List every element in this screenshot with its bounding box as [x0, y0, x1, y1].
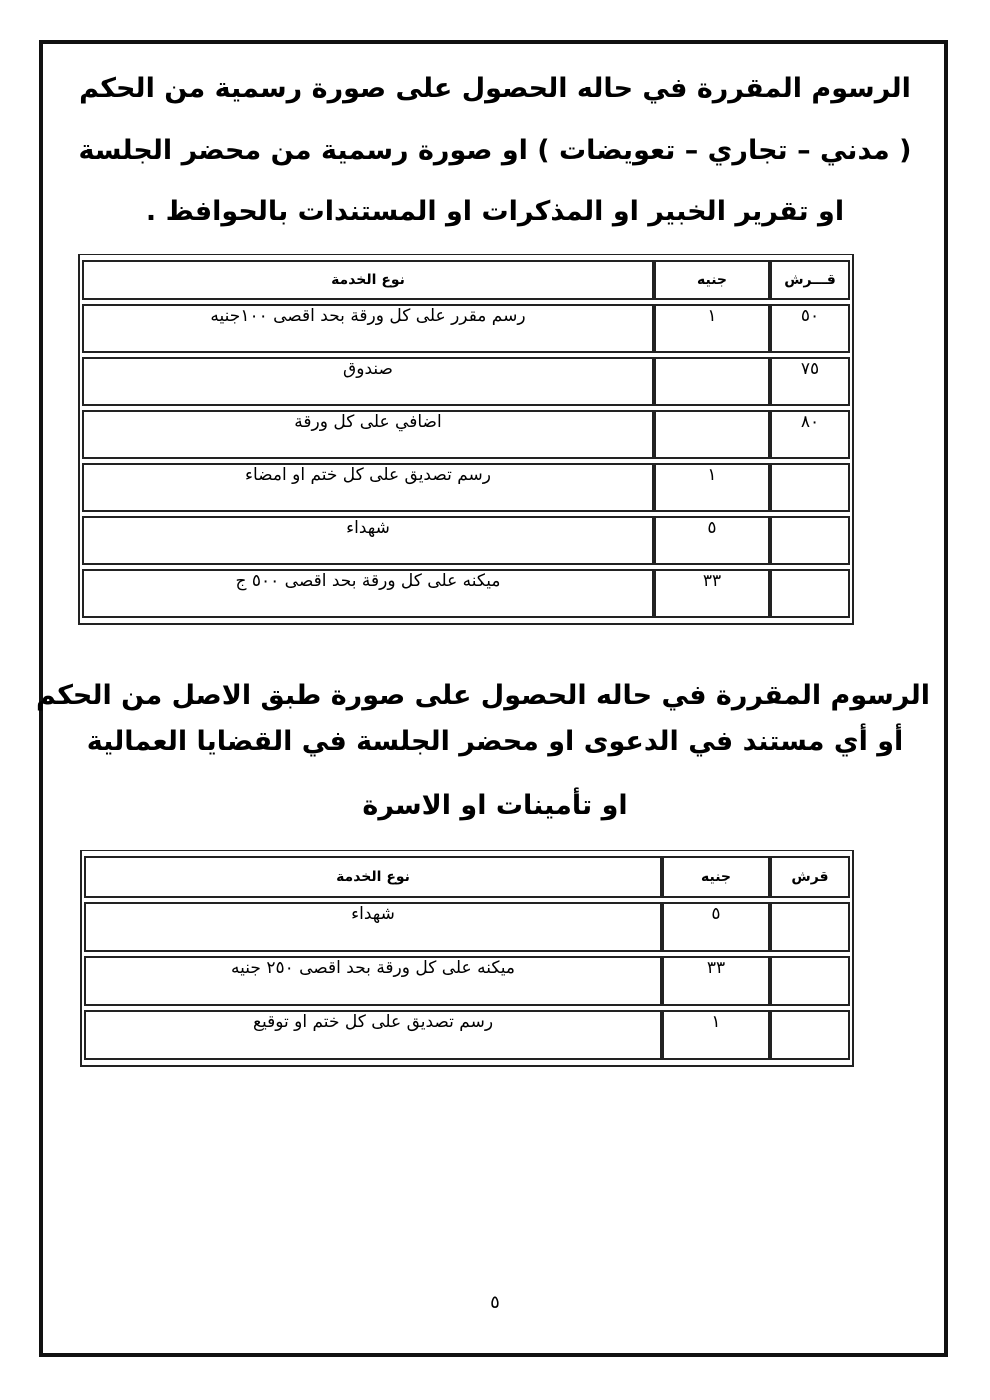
- cell-piasters: [770, 902, 850, 952]
- cell-piasters: [770, 569, 850, 618]
- cell-service: صندوق: [82, 357, 654, 406]
- header-service-type: نوع الخدمة: [82, 260, 654, 300]
- section1-heading-line-2: ( مدني – تجاري – تعويضات ) او صورة رسمية من محضر الجلسة: [78, 135, 912, 166]
- header-pounds: جنيه: [662, 856, 770, 898]
- cell-piasters: [770, 956, 850, 1006]
- table-header-row: [84, 856, 850, 898]
- fees-table-1: [78, 254, 854, 625]
- section2-heading-line-1: الرسوم المقررة في حاله الحصول على صورة طبق الاصل من الحكم: [36, 680, 930, 711]
- table-row: [84, 902, 850, 952]
- cell-service: رسم مقرر على كل ورقة بحد اقصى ١٠٠جنيه: [82, 304, 654, 353]
- cell-service: ميكنه على كل ورقة بحد اقصى ٥٠٠ ج: [82, 569, 654, 618]
- table-row: [84, 956, 850, 1006]
- table-row: [84, 1010, 850, 1060]
- cell-piasters: ٥٠: [770, 304, 850, 353]
- header-piasters: قرش: [770, 856, 850, 898]
- cell-service: رسم تصديق على كل ختم او توقيع: [84, 1010, 662, 1060]
- section1-heading-line-1: الرسوم المقررة في حاله الحصول على صورة رسمية من الحكم: [79, 73, 911, 104]
- section2-heading-line-3: او تأمينات او الاسرة: [362, 790, 628, 821]
- table-row: [82, 357, 850, 406]
- table-header-row: [82, 260, 850, 300]
- page-number: ٥: [490, 1292, 500, 1313]
- cell-pounds: [654, 357, 770, 406]
- cell-pounds: ٣٣: [654, 569, 770, 618]
- table-row: [82, 516, 850, 565]
- cell-piasters: [770, 1010, 850, 1060]
- cell-pounds: ١: [654, 463, 770, 512]
- table-row: [82, 463, 850, 512]
- fees-table-2: [80, 850, 854, 1067]
- cell-service: شهداء: [82, 516, 654, 565]
- header-piasters: قـــرش: [770, 260, 850, 300]
- cell-pounds: ٥: [654, 516, 770, 565]
- cell-pounds: ١: [662, 1010, 770, 1060]
- cell-service: ميكنه على كل ورقة بحد اقصى ٢٥٠ جنيه: [84, 956, 662, 1006]
- header-service-type: نوع الخدمة: [84, 856, 662, 898]
- table-row: [82, 410, 850, 459]
- cell-pounds: ٣٣: [662, 956, 770, 1006]
- section2-heading-line-2: أو أي مستند في الدعوى او محضر الجلسة في القضايا العمالية: [86, 726, 904, 757]
- cell-service: اضافي على كل ورقة: [82, 410, 654, 459]
- table-row: [82, 569, 850, 618]
- header-pounds: جنيه: [654, 260, 770, 300]
- table-row: [82, 304, 850, 353]
- cell-pounds: [654, 410, 770, 459]
- cell-piasters: ٨٠: [770, 410, 850, 459]
- cell-service: شهداء: [84, 902, 662, 952]
- cell-pounds: ١: [654, 304, 770, 353]
- cell-piasters: [770, 463, 850, 512]
- cell-piasters: ٧٥: [770, 357, 850, 406]
- cell-pounds: ٥: [662, 902, 770, 952]
- cell-service: رسم تصديق على كل ختم او امضاء: [82, 463, 654, 512]
- section1-heading-line-3: او تقرير الخبير او المذكرات او المستندات بالحوافظ .: [145, 196, 845, 227]
- cell-piasters: [770, 516, 850, 565]
